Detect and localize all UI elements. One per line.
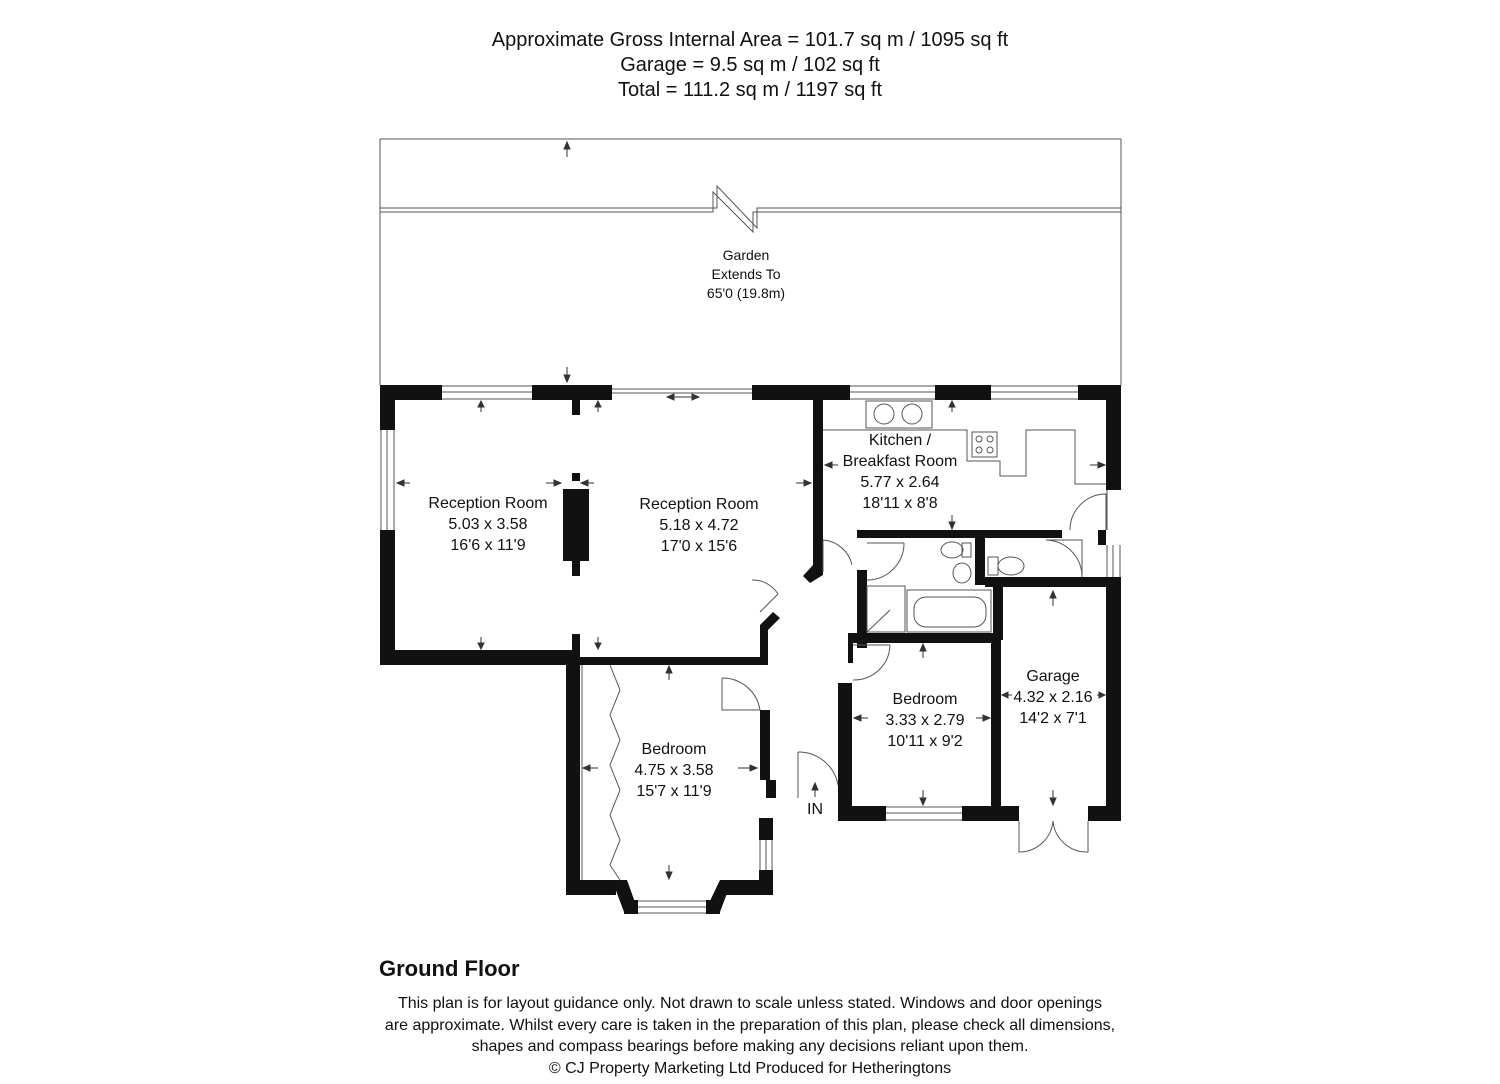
kitchen-name-line1: Kitchen / — [868, 432, 932, 449]
reception-room-2-imperial: 17'0 x 15'6 — [660, 538, 738, 555]
garage-imperial: 14'2 x 7'1 — [1019, 710, 1087, 727]
garden-length-label: 65'0 (19.8m) — [706, 285, 786, 301]
reception-room-2-metric: 5.18 x 4.72 — [659, 517, 739, 534]
reception-room-2-name: Reception Room — [639, 496, 759, 513]
bedroom-1-name: Bedroom — [641, 741, 707, 758]
disclaimer-line-3: shapes and compass bearings before making any decisions reliant upon them. — [471, 1038, 1029, 1055]
garden-dimension-arrows — [564, 142, 570, 382]
reception-room-1-metric: 5.03 x 3.58 — [448, 516, 528, 533]
garden-label: Garden — [722, 247, 770, 263]
bedroom-2-imperial: 10'11 x 9'2 — [887, 733, 963, 750]
entrance-label: IN — [807, 801, 823, 818]
garage-name: Garage — [1026, 668, 1080, 685]
kitchen-imperial: 18'11 x 8'8 — [862, 495, 938, 512]
total-area-text: Total = 111.2 sq m / 1197 sq ft — [617, 79, 883, 101]
disclaimer-line-2: are approximate. Whilst every care is taken in the preparation of this plan, please check all dimensions, — [384, 1016, 1116, 1034]
bedroom-1-imperial: 15'7 x 11'9 — [636, 783, 712, 800]
disclaimer-line-1: This plan is for layout guidance only. Not drawn to scale unless stated. Windows and door openings — [397, 995, 1103, 1012]
garage-area-text: Garage = 9.5 sq m / 102 sq ft — [620, 54, 880, 76]
gross-area-text: Approximate Gross Internal Area = 101.7 sq m / 1095 sq ft — [491, 29, 1009, 51]
windows — [381, 386, 1120, 913]
bedroom-1-metric: 4.75 x 3.58 — [634, 762, 714, 779]
bedroom-2-metric: 3.33 x 2.79 — [885, 712, 965, 729]
bedroom-2-name: Bedroom — [892, 691, 958, 708]
reception-room-1-name: Reception Room — [428, 495, 548, 512]
garage-metric: 4.32 x 2.16 — [1013, 689, 1093, 706]
garden-extends-label: Extends To — [711, 266, 781, 282]
exterior-walls — [380, 385, 1121, 914]
reception-room-1-imperial: 16'6 x 11'9 — [450, 537, 526, 554]
kitchen-name-line2: Breakfast Room — [842, 453, 958, 470]
copyright-line: © CJ Property Marketing Ltd Produced for Hetheringtons — [548, 1059, 952, 1077]
floor-title: Ground Floor — [379, 956, 520, 981]
disclaimer — [0, 993, 1500, 1079]
kitchen-metric: 5.77 x 2.64 — [860, 474, 940, 491]
